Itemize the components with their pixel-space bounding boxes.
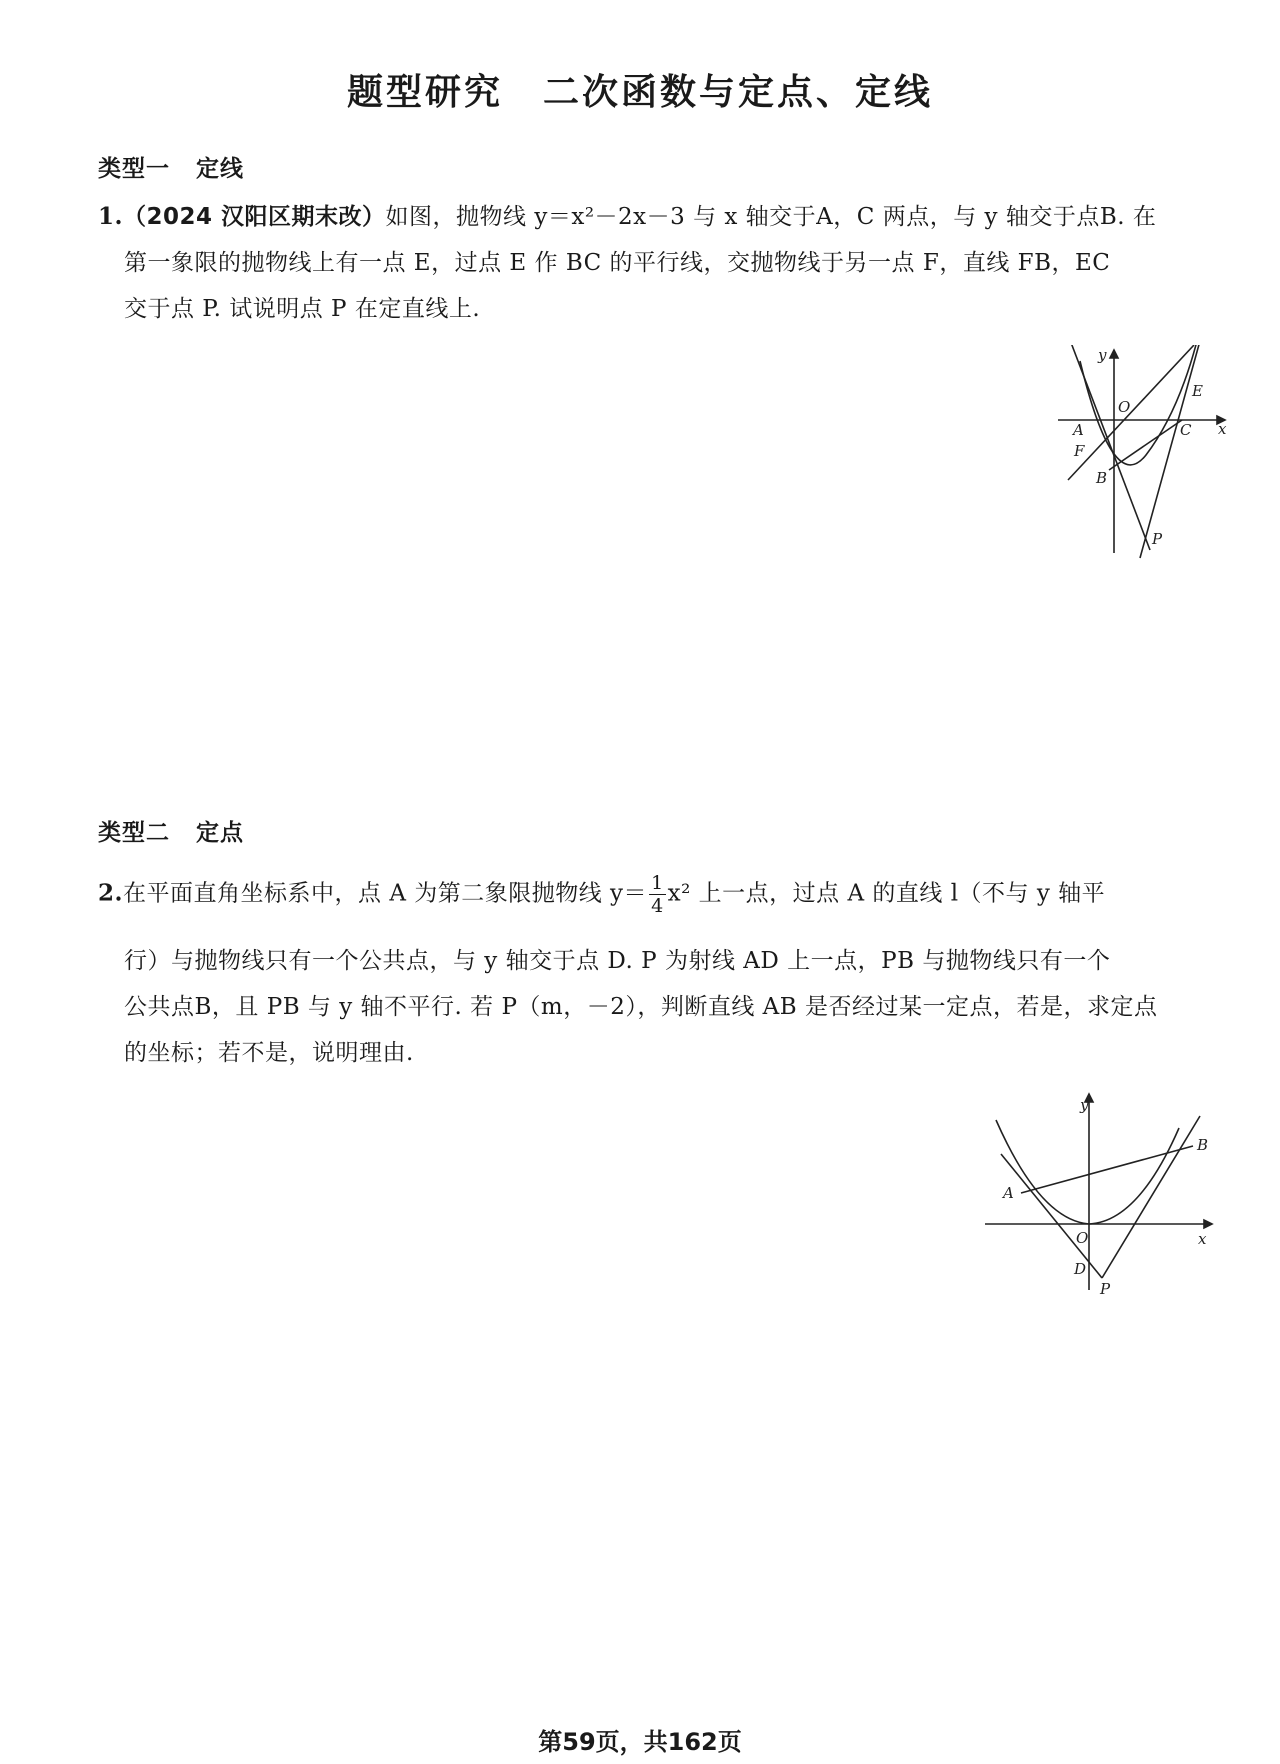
fig1-line-ef xyxy=(1068,345,1194,480)
title-subject: 二次函数与定点、定线 xyxy=(543,72,934,113)
fig2-x-arrow xyxy=(1204,1220,1212,1228)
section-1-heading xyxy=(98,150,244,183)
q2-line-1 xyxy=(98,872,1105,917)
fig1-label-y: y xyxy=(1098,346,1107,364)
page-footer: 第59页，共162页 xyxy=(538,1728,742,1756)
section-2-name: 定点 xyxy=(196,820,244,846)
fig2-parabola xyxy=(996,1120,1179,1224)
section-2-label: 类型二 xyxy=(98,820,170,846)
q2-line-4: 的坐标；若不是，说明理由. xyxy=(124,1040,414,1066)
fig2-label-y: y xyxy=(1080,1096,1089,1114)
fig2-line-pb xyxy=(1102,1116,1200,1278)
fig1-label-b: B xyxy=(1096,469,1108,487)
section-1-name: 定线 xyxy=(196,156,244,182)
figure-2 xyxy=(980,1090,1240,1300)
q1-line-1-text: 如图，抛物线 y＝x²－2x－3 与 x 轴交于A，C 两点，与 y 轴交于点B. 在 xyxy=(385,204,1157,230)
q2-frac-numerator: 1 xyxy=(651,872,664,894)
fig2-label-d: D xyxy=(1074,1260,1087,1278)
q1-number: 1. xyxy=(98,203,124,230)
q2-line-1-text-a: 在平面直角坐标系中，点 A 为第二象限抛物线 y＝ xyxy=(123,880,648,907)
fig2-label-b: B xyxy=(1197,1136,1209,1154)
q1-line-1 xyxy=(98,198,1156,231)
fig2-line-ap xyxy=(1001,1154,1102,1278)
q1-line-3: 交于点 P. 试说明点 P 在定直线上. xyxy=(124,296,481,322)
section-1-label: 类型一 xyxy=(98,156,170,182)
fig1-label-f: F xyxy=(1074,442,1085,460)
q2-line-2: 行）与抛物线只有一个公共点，与 y 轴交于点 D. P 为射线 AD 上一点，PB 与抛物线只有一个 xyxy=(124,948,1111,974)
title-topic: 题型研究 xyxy=(346,72,503,113)
figure-1 xyxy=(1040,345,1240,565)
fig1-label-c: C xyxy=(1180,421,1192,439)
fig2-label-x: x xyxy=(1198,1230,1207,1248)
fig1-label-e: E xyxy=(1192,382,1203,400)
q2-fraction xyxy=(649,872,666,917)
fig2-label-p: P xyxy=(1100,1280,1111,1298)
q2-number: 2. xyxy=(98,879,124,907)
fig1-label-a: A xyxy=(1073,421,1084,439)
section-2-heading xyxy=(98,814,244,847)
q1-source: （2024 汉阳区期末改） xyxy=(123,204,386,230)
fig1-label-o: O xyxy=(1118,398,1131,416)
q2-frac-denominator: 4 xyxy=(651,895,664,917)
fig2-label-o: O xyxy=(1076,1229,1089,1247)
q1-line-2: 第一象限的抛物线上有一点 E，过点 E 作 BC 的平行线，交抛物线于另一点 F，直线 FB，EC xyxy=(124,250,1111,276)
page-title xyxy=(0,64,1280,115)
fig1-y-arrow xyxy=(1110,350,1118,358)
q2-line-1-text-b: x² 上一点，过点 A 的直线 l（不与 y 轴平 xyxy=(667,880,1106,907)
fig1-label-p: P xyxy=(1152,530,1163,548)
fig1-label-x: x xyxy=(1218,420,1227,438)
fig2-label-a: A xyxy=(1003,1184,1014,1202)
q2-line-3: 公共点B，且 PB 与 y 轴不平行. 若 P（m，－2），判断直线 AB 是否经过某一定点，若是，求定点 xyxy=(124,994,1158,1020)
